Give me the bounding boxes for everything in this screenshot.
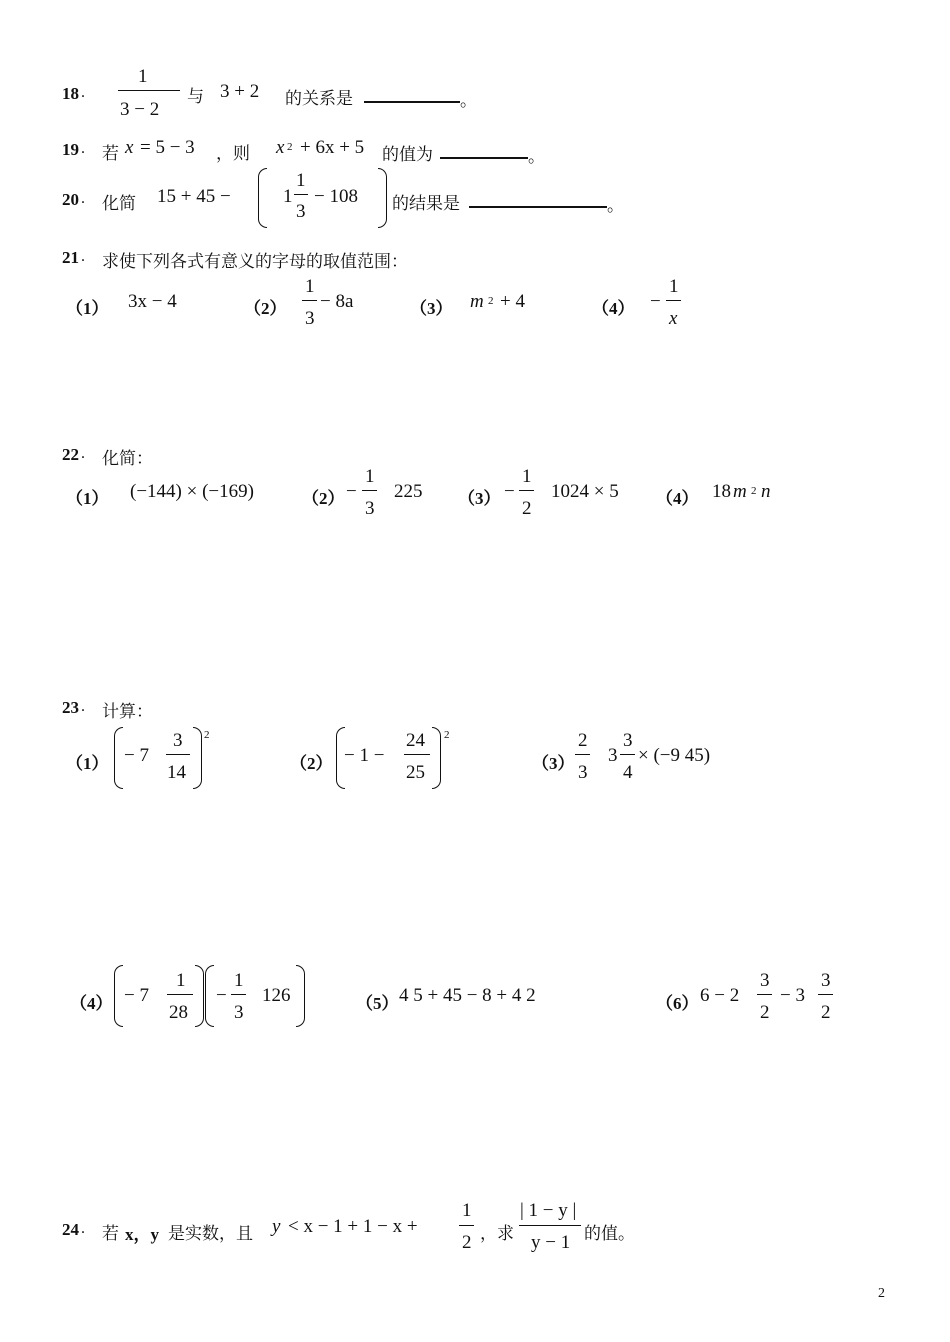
expression: 18 [712,481,731,502]
fraction-numerator: 1 [462,1200,472,1221]
expression: (−144) × (−169) [130,481,254,502]
period: 。 [528,147,545,166]
period: 。 [460,91,477,110]
fraction-numerator: 1 [522,466,532,487]
expression: × (−9 45) [638,745,711,766]
part-label: （3） [458,489,501,508]
page-number: 2 [878,1286,885,1301]
fraction-numerator: 1 [234,970,244,991]
number-dot: . [81,84,85,101]
fraction-bar [404,754,430,755]
fraction-denominator: 3 [365,498,375,519]
fraction-denominator: 28 [169,1002,188,1023]
expression: 4 5 + 45 − 8 + 4 2 [399,985,536,1006]
question-title: 求使下列各式有意义的字母的取值范围： [102,252,408,271]
fraction-bar [362,490,377,491]
expression: − 7 [124,745,149,766]
fraction-numerator: 3 [821,970,831,991]
answer-blank[interactable] [364,101,460,103]
fraction-numerator: 1 [305,276,315,297]
number-dot: . [81,140,85,157]
fraction-denominator: 3 [578,762,588,783]
fraction-denominator: 2 [462,1232,472,1253]
exponent: 2 [287,141,293,153]
variable: m [470,291,484,312]
expression: 126 [262,985,291,1006]
part-label: （4） [656,489,699,508]
fraction-bar [459,1225,474,1226]
fraction-bar [166,754,190,755]
question-number: 22 [62,445,79,464]
fraction-numerator: 1 [138,66,148,87]
number-dot: . [81,698,85,715]
expression: − 8a [320,291,354,312]
expression: − 3 [780,985,805,1006]
variable: n [761,481,771,502]
fraction-bar [302,300,317,301]
variables: x，y [125,1225,159,1244]
fraction-denominator: y − 1 [531,1232,571,1253]
part-label: （2） [302,489,345,508]
fraction-bar [519,490,534,491]
right-paren [195,965,204,1027]
question-text: 是实数，且 [168,1224,253,1243]
part-label: （5） [356,994,399,1013]
expression: 15 + 45 − [157,186,231,207]
expression: 3x − 4 [128,291,177,312]
fraction-numerator: 3 [760,970,770,991]
fraction-numerator: 1 [296,170,306,191]
number-dot: . [81,190,85,207]
answer-blank[interactable] [440,157,528,159]
fraction-bar [757,994,772,995]
fraction-denominator: x [669,308,678,329]
connector-text: 与 [187,87,204,106]
question-text: ，求 [480,1224,514,1243]
minus-sign: − [650,291,661,312]
fraction-bar [818,994,833,995]
question-text: 的值。 [584,1224,635,1243]
variable: y [272,1216,281,1237]
right-paren [296,965,305,1027]
question-number: 23 [62,698,79,717]
part-label: （2） [244,299,287,318]
question-title: 化简： [102,449,153,468]
fraction-numerator: 2 [578,730,588,751]
part-label: （1） [66,754,109,773]
period: 。 [607,196,624,215]
number-dot: . [81,1220,85,1237]
fraction-denominator: 2 [821,1002,831,1023]
part-label: （4） [70,994,113,1013]
fraction-numerator: 3 [173,730,183,751]
fraction-denominator: 3 [305,308,315,329]
expression: 225 [394,481,423,502]
fraction-numerator: 1 [365,466,375,487]
fraction-bar [666,300,681,301]
right-paren [378,168,387,228]
expression: + 4 [500,291,525,312]
question-text: 若 [102,1224,119,1243]
fraction-bar [118,90,180,91]
expression: − 7 [124,985,149,1006]
part-label: （4） [592,299,635,318]
question-number: 19 [62,140,79,159]
fraction-bar [575,754,590,755]
inequality: < x − 1 + 1 − x + [288,1216,418,1237]
variable: m [733,481,747,502]
fraction-numerator: 1 [669,276,679,297]
fraction-bar [294,194,308,195]
expression: − 1 − [344,745,385,766]
variable: x [125,137,134,158]
exponent: 2 [488,295,494,307]
right-paren [193,727,202,789]
exponent: 2 [204,729,210,741]
part-label: （2） [290,754,333,773]
question-text: 若 [102,144,119,163]
fraction-numerator: 3 [623,730,633,751]
number-dot: . [81,248,85,265]
left-paren [114,965,123,1027]
fraction-denominator: 3 [296,201,306,222]
expression: 3 + 2 [220,81,260,102]
part-label: （3） [532,754,575,773]
question-text: 的关系是 [285,89,353,108]
fraction-denominator: 2 [522,498,532,519]
fraction-bar [167,994,193,995]
expression: − 108 [314,186,358,207]
fraction-numerator: 24 [406,730,425,751]
fraction-denominator: 14 [167,762,186,783]
fraction-denominator: 3 − 2 [120,99,160,120]
question-title: 计算： [102,702,153,721]
question-text: ，则 [216,144,250,163]
fraction-numerator: | 1 − y | [520,1200,577,1221]
question-number: 21 [62,248,79,267]
exponent: 2 [751,485,757,497]
fraction-denominator: 25 [406,762,425,783]
part-label: （1） [66,489,109,508]
minus-sign: − [216,985,227,1006]
part-label: （3） [410,299,453,318]
minus-sign: − [346,481,357,502]
fraction-denominator: 4 [623,762,633,783]
left-paren [205,965,214,1027]
expression: 6 − 2 [700,985,740,1006]
right-paren [432,727,441,789]
part-label: （1） [66,299,109,318]
question-text: 的结果是 [392,194,460,213]
mixed-whole: 1 [283,186,293,207]
minus-sign: − [504,481,515,502]
fraction-numerator: 1 [176,970,186,991]
coefficient: 3 [608,745,618,766]
exponent: 2 [444,729,450,741]
number-dot: . [81,445,85,462]
left-paren [258,168,267,228]
question-number: 24 [62,1220,79,1239]
question-number: 18 [62,84,79,103]
expression: 1024 × 5 [551,481,619,502]
answer-blank[interactable] [469,206,607,208]
fraction-denominator: 2 [760,1002,770,1023]
fraction-bar [620,754,635,755]
expression: = 5 − 3 [140,137,195,158]
question-text: 的值为 [382,145,433,164]
expression: + 6x + 5 [300,137,365,158]
fraction-bar [231,994,246,995]
variable: x [276,137,285,158]
fraction-denominator: 3 [234,1002,244,1023]
fraction-bar [519,1225,581,1226]
left-paren [114,727,123,789]
question-text: 化简 [102,194,136,213]
part-label: （6） [656,994,699,1013]
question-number: 20 [62,190,79,209]
